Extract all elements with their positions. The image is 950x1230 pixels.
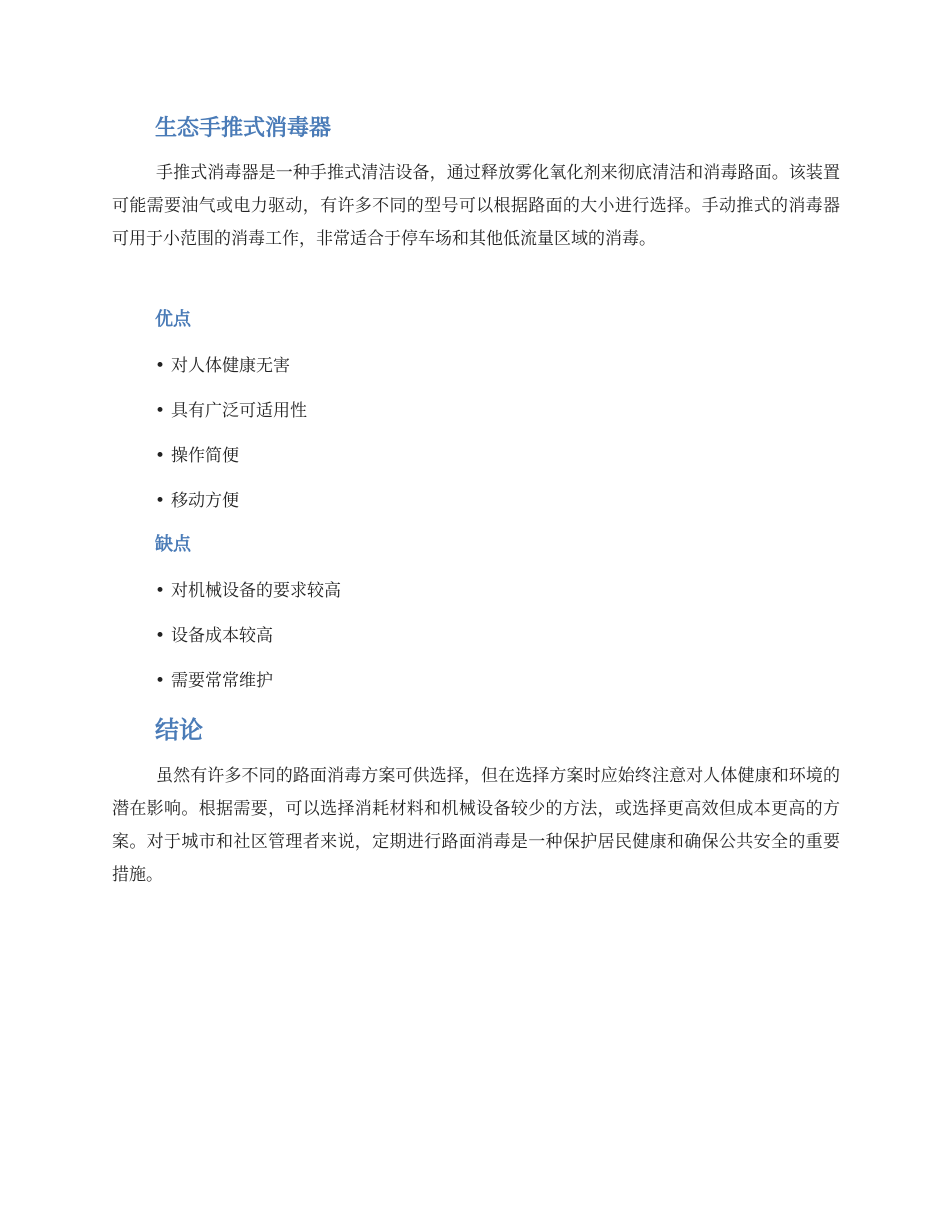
list-item — [155, 351, 290, 376]
list-item-label: 需要常常维护 — [171, 671, 274, 691]
bullet-icon: • — [155, 581, 166, 601]
conclusion-paragraph: 虽然有许多不同的路面消毒方案可供选择，但在选择方案时应始终注意对人体健康和环境的潜在影响。根据需要，可以选择消耗材料和机械设备较少的方法，或选择更高效但成本更高的方案。对于城市和社区管理者来说，定期进行路面消毒是一种保护居民健康和确保公共安全的重要措施。 — [112, 766, 840, 885]
pros-heading: 优点 — [155, 309, 191, 330]
cons-heading: 缺点 — [155, 534, 191, 555]
list-item — [155, 576, 341, 601]
list-item — [155, 486, 239, 511]
bullet-icon: • — [155, 671, 166, 691]
list-item-label: 具有广泛可适用性 — [171, 401, 308, 421]
list-item — [155, 396, 307, 421]
list-item-label: 设备成本较高 — [171, 626, 274, 646]
bullet-icon: • — [155, 626, 166, 646]
conclusion-title: 结论 — [155, 716, 203, 744]
section-title: 生态手推式消毒器 — [155, 116, 332, 141]
bullet-icon: • — [155, 446, 166, 466]
list-item-label: 操作简便 — [171, 446, 240, 466]
list-item — [155, 621, 273, 646]
list-item-label: 对机械设备的要求较高 — [171, 581, 342, 601]
bullet-icon: • — [155, 401, 166, 421]
list-item — [155, 666, 273, 691]
section-paragraph: 手推式消毒器是一种手推式清洁设备，通过释放雾化氧化剂来彻底清洁和消毒路面。该装置可能需要油气或电力驱动，有许多不同的型号可以根据路面的大小进行选择。手动推式的消毒器可用于小范围的消毒工作，非常适合于停车场和其他低流量区域的消毒。 — [112, 163, 840, 249]
bullet-icon: • — [155, 491, 166, 511]
bullet-icon: • — [155, 356, 166, 376]
list-item-label: 对人体健康无害 — [171, 356, 291, 376]
list-item — [155, 441, 239, 466]
list-item-label: 移动方便 — [171, 491, 240, 511]
